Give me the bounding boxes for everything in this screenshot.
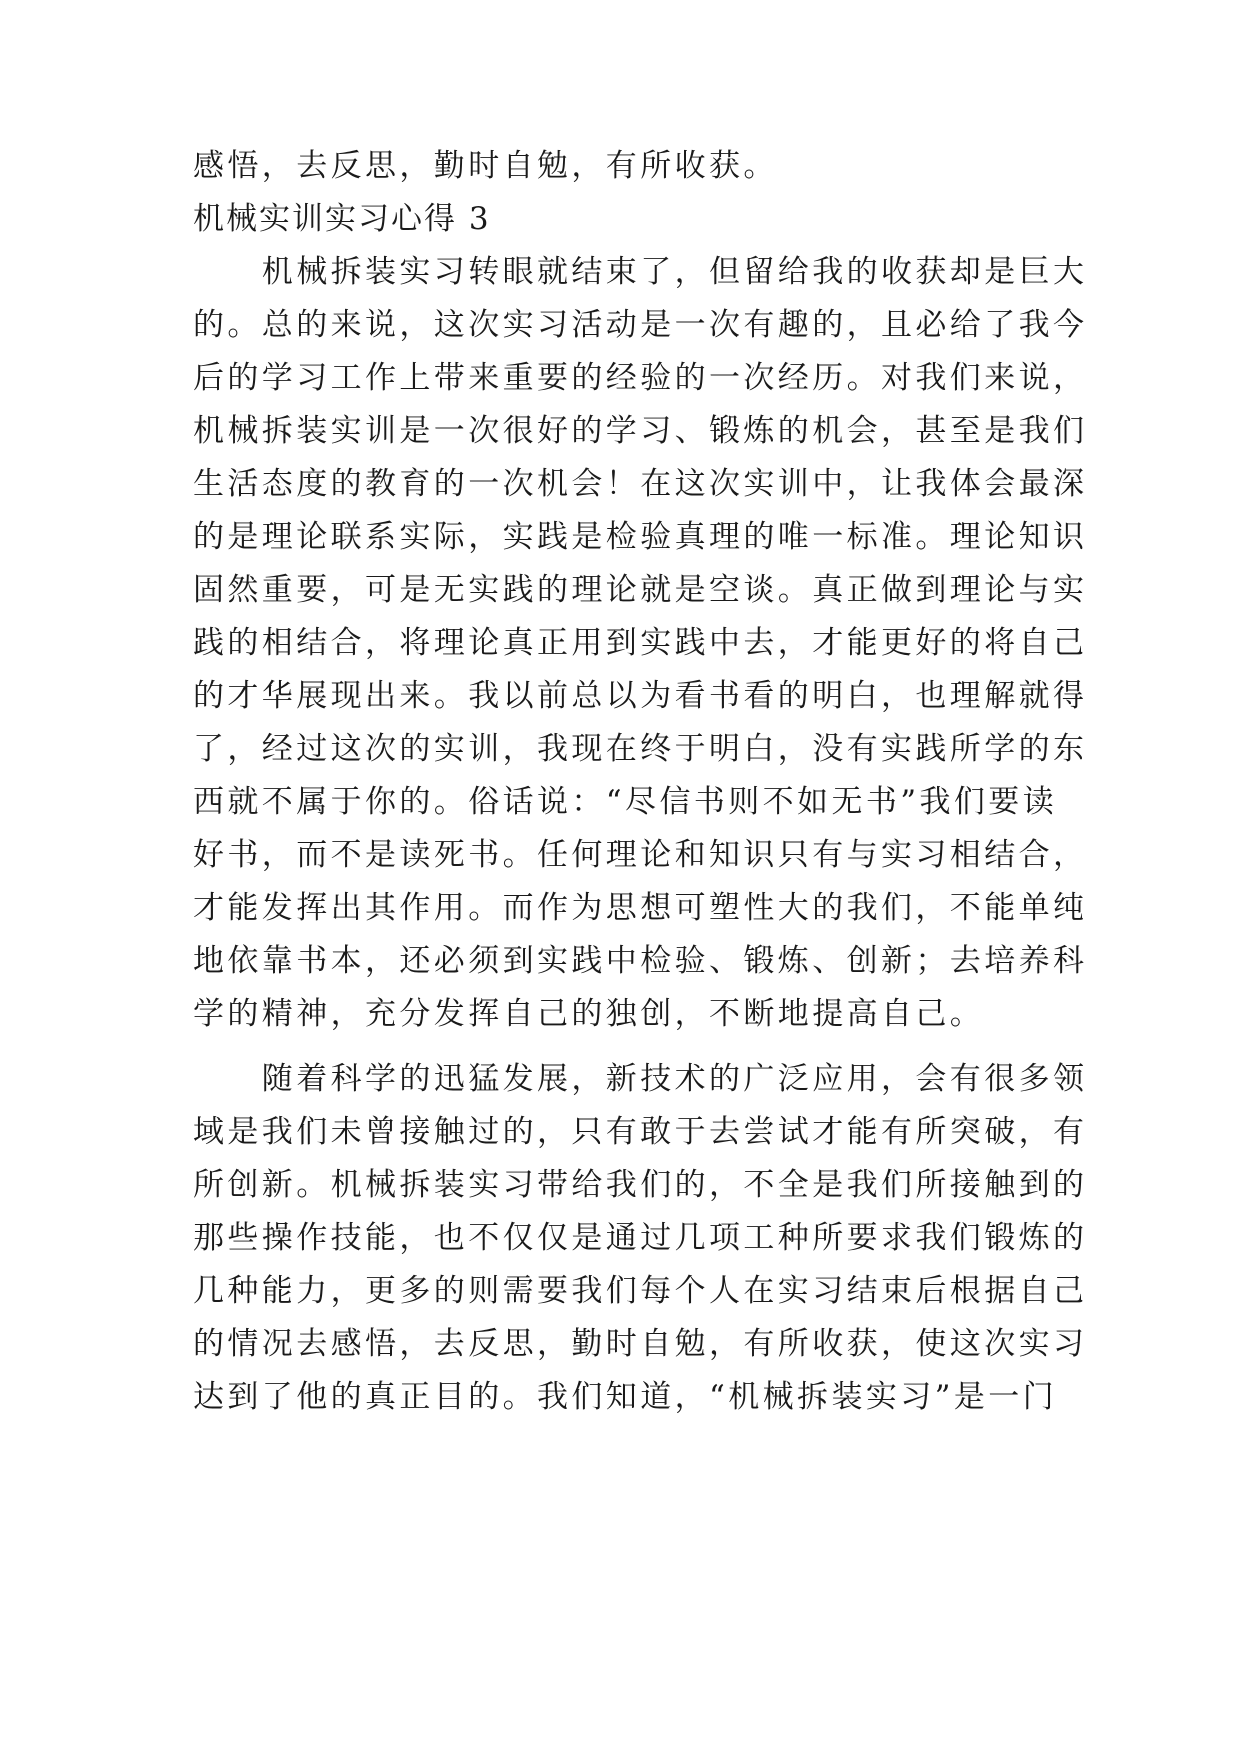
paragraph-line: 西就不属于你的。俗话说：“尽信书则不如无书”我们要读 [193,784,1058,820]
paragraph-line: 学的精神，充分发挥自己的独创，不断地提高自己。 [193,996,985,1032]
paragraph-line: 机械拆装实训是一次很好的学习、锻炼的机会，甚至是我们 [193,413,1088,449]
paragraph-line: 好书，而不是读死书。任何理论和知识只有与实习相结合， [193,837,1088,873]
paragraph-line: 的是理论联系实际，实践是检验真理的唯一标准。理论知识 [193,519,1088,555]
continuation-line: 感悟，去反思，勤时自勉，有所收获。 [193,148,778,184]
paragraph-line: 那些操作技能，也不仅仅是通过几项工种所要求我们锻炼的 [193,1220,1088,1256]
paragraph-line: 的情况去感悟，去反思，勤时自勉，有所收获，使这次实习 [193,1326,1088,1362]
paragraph-line: 所创新。机械拆装实习带给我们的，不全是我们所接触到的 [193,1167,1088,1203]
section-title: 机械实训实习心得 3 [193,201,491,237]
paragraph-line: 域是我们未曾接触过的，只有敢于去尝试才能有所突破，有 [193,1114,1088,1150]
paragraph-line: 践的相结合，将理论真正用到实践中去，才能更好的将自己 [193,625,1088,661]
paragraph-line: 生活态度的教育的一次机会！在这次实训中，让我体会最深 [193,466,1088,502]
paragraph-line: 达到了他的真正目的。我们知道，“机械拆装实习”是一门 [193,1379,1058,1415]
paragraph-line: 随着科学的迅猛发展，新技术的广泛应用，会有很多领 [193,1061,1088,1097]
paragraph-line: 机械拆装实习转眼就结束了，但留给我的收获却是巨大 [193,254,1088,290]
paragraph-line: 才能发挥出其作用。而作为思想可塑性大的我们，不能单纯 [193,890,1088,926]
paragraph-line: 了，经过这次的实训，我现在终于明白，没有实践所学的东 [193,731,1088,767]
paragraph-line: 的才华展现出来。我以前总以为看书看的明白，也理解就得 [193,678,1088,714]
paragraph-line: 几种能力，更多的则需要我们每个人在实习结束后根据自己 [193,1273,1088,1309]
paragraph-line: 固然重要，可是无实践的理论就是空谈。真正做到理论与实 [193,572,1088,608]
paragraph-line: 地依靠书本，还必须到实践中检验、锻炼、创新；去培养科 [193,943,1088,979]
paragraph-line: 的。总的来说，这次实习活动是一次有趣的，且必给了我今 [193,307,1088,343]
paragraph-line: 后的学习工作上带来重要的经验的一次经历。对我们来说， [193,360,1088,396]
